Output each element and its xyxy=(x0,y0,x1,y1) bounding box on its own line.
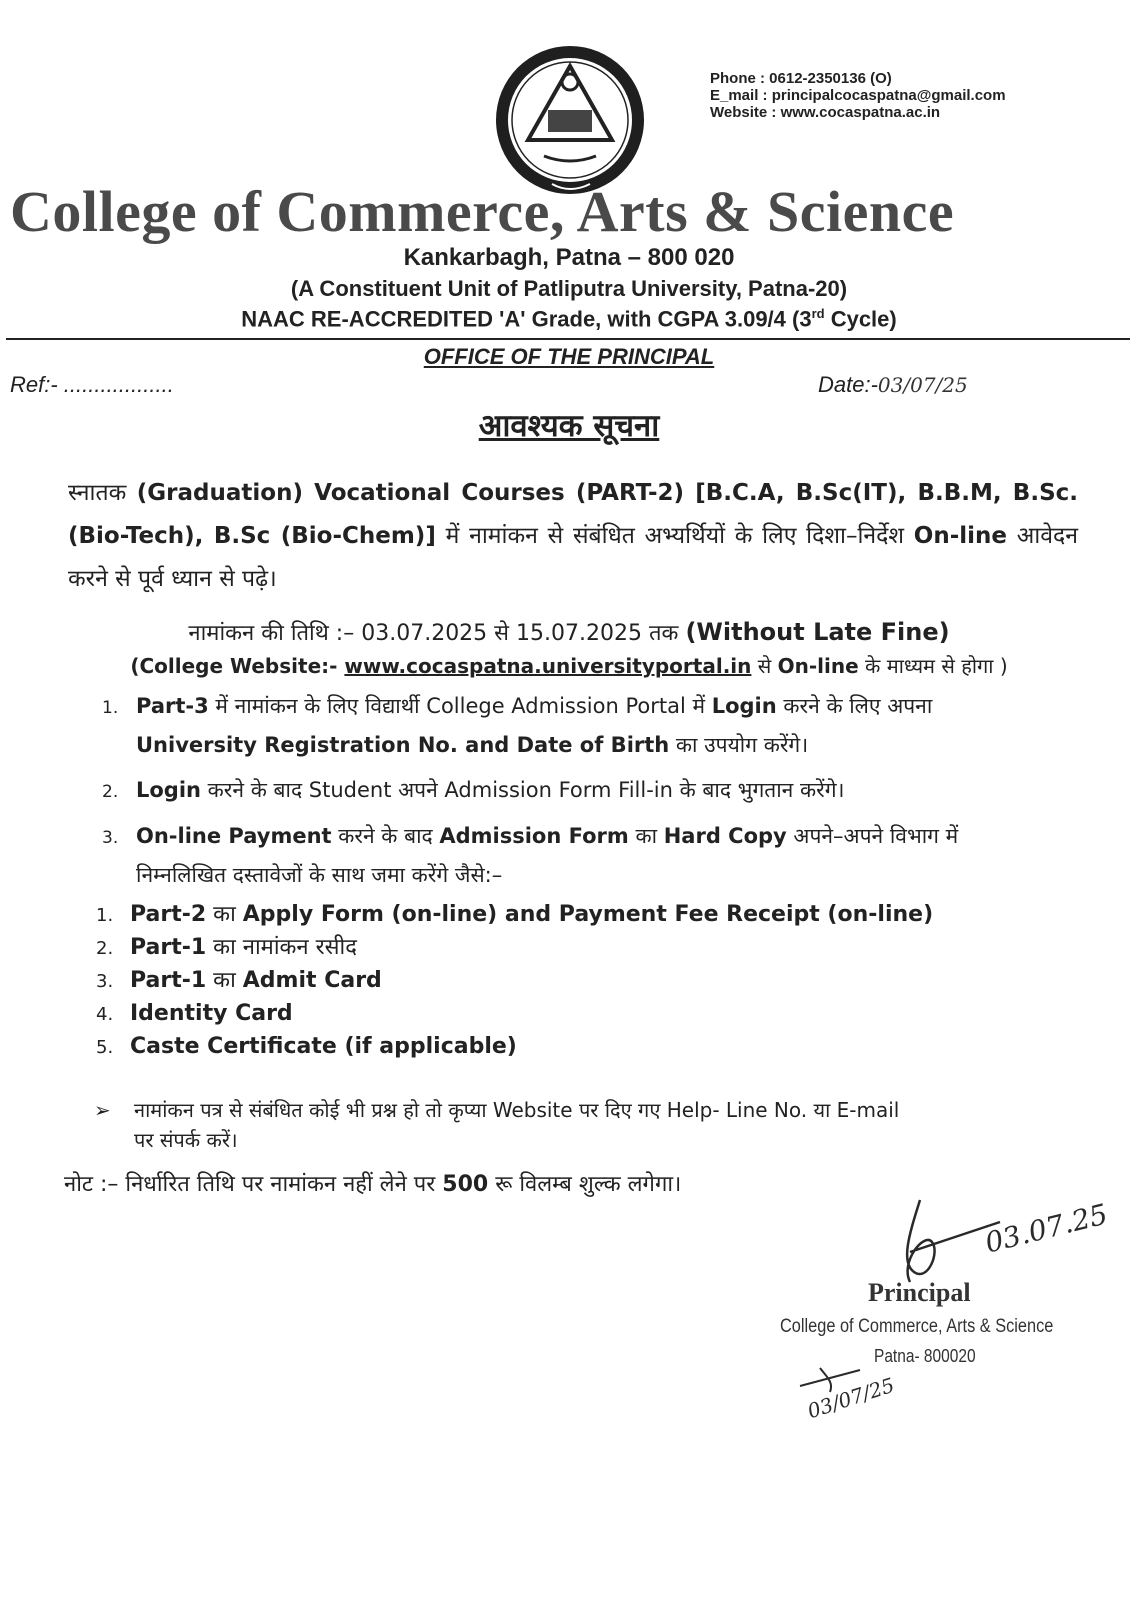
doc-number: 3. xyxy=(96,971,114,992)
step-item xyxy=(102,688,1078,764)
ref-field: Ref:- .................. xyxy=(10,372,174,397)
date-range: नामांकन की तिथि :– 03.07.2025 से 15.07.2025 तक xyxy=(188,621,686,646)
intro-courses: (Graduation) Vocational Courses (PART-2) [B.C.A, B.Sc(IT), B.B.M, B.Sc.(Bio-Tech), B.Sc (Bio-Chem)] xyxy=(68,480,1079,549)
doc-text: Part-2 xyxy=(130,902,207,927)
website-text: Website : www.cocaspatna.ac.in xyxy=(710,104,941,121)
step-text: का उपयोग करेंगे। xyxy=(669,733,809,757)
step-text: Login xyxy=(136,778,201,802)
step-item xyxy=(102,772,1078,811)
helpline-note xyxy=(94,1095,1078,1155)
college-name: College of Commerce, Arts & Science xyxy=(10,179,955,244)
step-text: Login xyxy=(711,694,777,718)
principal-college: College of Commerce, Arts & Science xyxy=(780,1316,1054,1337)
step-text: On-line Payment xyxy=(136,824,332,848)
doc-number: 2. xyxy=(96,938,114,959)
note-text: नोट :– निर्धारित तिथि पर नामांकन नहीं लेने पर xyxy=(64,1172,443,1197)
intro-part: आवेदन करने से पूर्व ध्यान से पढ़े। xyxy=(68,523,1078,592)
doc-text: का नामांकन रसीद xyxy=(206,935,357,960)
principal-city: Patna- 800020 xyxy=(874,1346,976,1366)
doc-text: Apply Form (on-line) and Payment Fee Receipt (on-line) xyxy=(242,902,934,927)
step-number: 3. xyxy=(102,828,119,848)
college-website-line xyxy=(0,652,1138,679)
doc-text: का xyxy=(206,902,243,927)
contact-block xyxy=(710,70,1006,121)
step-continuation xyxy=(102,727,1078,764)
web-label: (College Website:- xyxy=(130,654,345,678)
doc-text: का xyxy=(206,968,243,993)
document-item xyxy=(96,1032,517,1063)
naac-suffix: Cycle) xyxy=(824,306,897,332)
late-fee-amount: 500 xyxy=(442,1172,489,1197)
step-text: में नामांकन के लिए विद्यार्थी College Admission Portal में xyxy=(208,694,712,718)
intro-online: On-line xyxy=(913,523,1007,549)
step-text: Hard Copy xyxy=(663,824,787,848)
doc-number: 1. xyxy=(96,905,114,926)
document-item xyxy=(96,933,357,964)
college-seal-logo xyxy=(494,44,646,196)
doc-text: Admit Card xyxy=(242,968,382,993)
date-field xyxy=(818,372,968,398)
doc-text: Identity Card xyxy=(130,1001,293,1026)
web-part: के माध्यम से होगा ) xyxy=(858,654,1008,678)
doc-number: 5. xyxy=(96,1037,114,1058)
step-number: 1. xyxy=(102,698,119,718)
help-text: पर संपर्क करें। xyxy=(134,1128,238,1152)
office-title: OFFICE OF THE PRINCIPAL xyxy=(423,344,715,369)
initials-date: 03/07/25 xyxy=(804,1372,898,1424)
phone-text: Phone : 0612-2350136 (O) xyxy=(710,70,892,87)
doc-text: Part-1 xyxy=(130,935,207,960)
address: Kankarbagh, Patna – 800 020 xyxy=(403,244,735,271)
email-text: E_mail : principalcocaspatna@gmail.com xyxy=(710,87,1006,104)
date-value: 03/07/25 xyxy=(877,373,968,397)
step-text: Part-3 xyxy=(136,694,209,718)
document-item xyxy=(96,966,382,997)
step-text: करने के लिए अपना xyxy=(776,694,933,718)
signature-date: 03.07.25 xyxy=(981,1197,1111,1260)
admission-dates xyxy=(0,617,1138,647)
principal-title: Principal xyxy=(868,1278,971,1307)
doc-text: Caste Certificate (if applicable) xyxy=(130,1034,517,1059)
intro-part: स्नातक xyxy=(68,480,137,506)
note-text: रू विलम्ब शुल्क लगेगा। xyxy=(488,1172,682,1197)
step-text: करने के बाद xyxy=(331,824,440,848)
header-divider xyxy=(6,338,1130,340)
web-online: On-line xyxy=(777,654,859,678)
date-label: Date:- xyxy=(818,372,878,397)
notice-heading: आवश्यक सूचना xyxy=(478,408,660,444)
intro-paragraph xyxy=(68,472,1078,601)
help-text: नामांकन पत्र से संबंधित कोई भी प्रश्न हो तो कृप्या Website पर दिए गए Help- Line No. या E-mail xyxy=(134,1098,900,1122)
intro-part: में नामांकन से संबंधित अभ्यर्थियों के लिए दिशा–निर्देश xyxy=(435,523,914,549)
late-fee-note xyxy=(64,1168,681,1198)
step-text: अपने–अपने विभाग में xyxy=(786,824,959,848)
doc-number: 4. xyxy=(96,1004,114,1025)
arrow-bullet-icon: ➢ xyxy=(94,1098,111,1122)
step-continuation: निम्नलिखित दस्तावेजों के साथ जमा करेंगे जैसे:– xyxy=(136,863,503,887)
step-number: 2. xyxy=(102,782,119,802)
step-text: करने के बाद Student अपने Admission Form Fill-in के बाद भुगतान करेंगे। xyxy=(201,778,845,802)
step-text: का xyxy=(628,824,664,848)
document-item xyxy=(96,900,933,931)
doc-text: Part-1 xyxy=(130,968,207,993)
step-text: Admission Form xyxy=(439,824,629,848)
late-fine-note: (Without Late Fine) xyxy=(685,618,950,646)
step-item xyxy=(102,818,1078,894)
naac-line xyxy=(0,306,1138,332)
naac-prefix: NAAC RE-ACCREDITED 'A' Grade, with CGPA 3.09/4 (3 xyxy=(241,306,812,332)
constituent-line: (A Constituent Unit of Patliputra University, Patna-20) xyxy=(290,276,848,301)
web-part: से xyxy=(751,654,778,678)
portal-link[interactable]: www.cocaspatna.universityportal.in xyxy=(344,654,752,678)
step-text: University Registration No. and Date of Birth xyxy=(136,733,670,757)
naac-sup: rd xyxy=(811,306,825,321)
document-item xyxy=(96,999,293,1030)
